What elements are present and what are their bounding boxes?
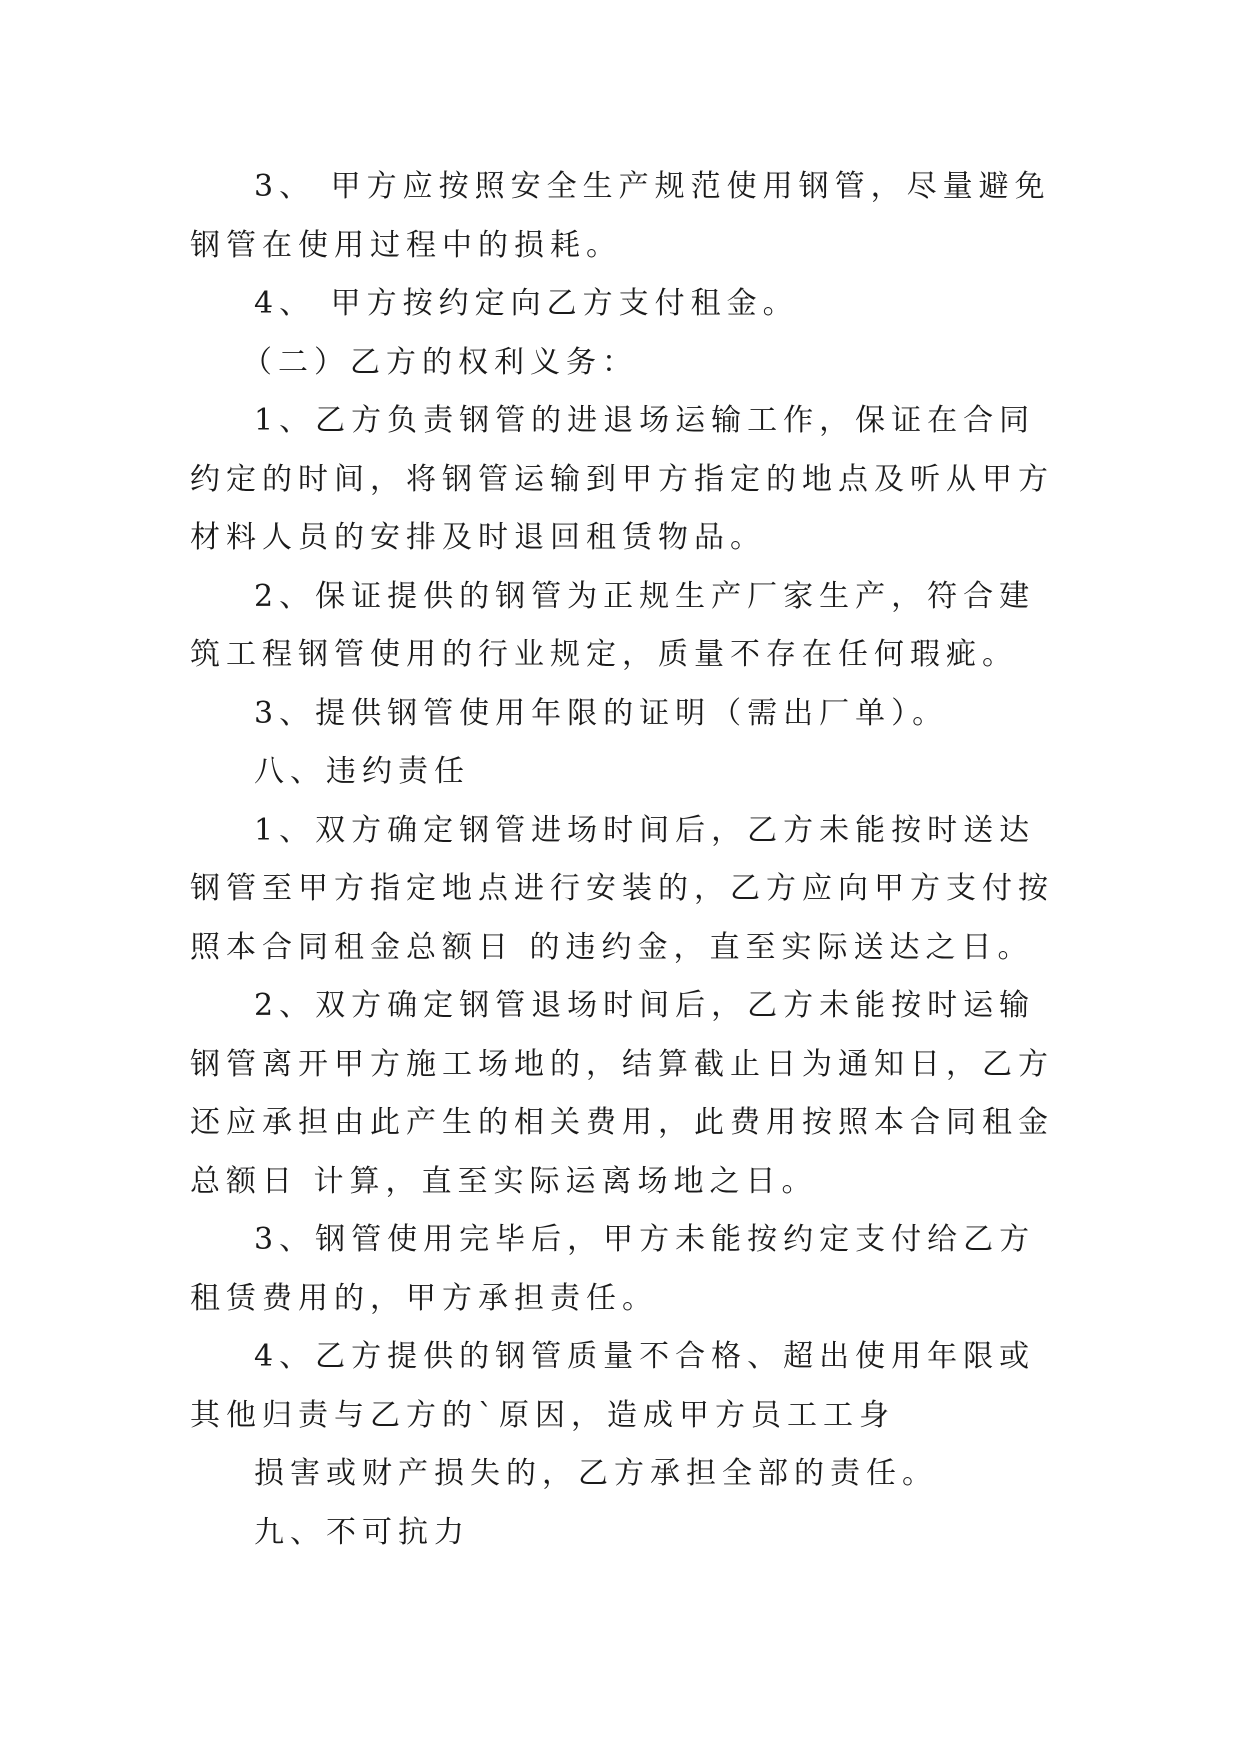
paragraph-party-b-certificate: 3、提供钢管使用年限的证明（需出厂单）。 (254, 695, 949, 731)
paragraph-liability-payment: 3、钢管使用完毕后，甲方未能按约定支付给乙方租赁费用的，甲方承担责任。 (190, 1222, 1036, 1316)
paragraph-liability-quality: 4、乙方提供的钢管质量不合格、超出使用年限或其他归责与乙方的`原因，造成甲方员工工身 (190, 1339, 1036, 1433)
paragraph-party-a-safety: 3、 甲方应按照安全生产规范使用钢管，尽量避免钢管在使用过程中的损耗。 (190, 169, 1051, 263)
paragraph-party-b-transport: 1、乙方负责钢管的进退场运输工作，保证在合同约定的时间，将钢管运输到甲方指定的地点及听从甲方材料人员的安排及时退回租赁物品。 (190, 403, 1054, 555)
document-body (190, 158, 1070, 1562)
paragraph-party-a-rent: 4、 甲方按约定向乙方支付租金。 (254, 286, 799, 321)
paragraph-party-b-quality: 2、保证提供的钢管为正规生产厂家生产，符合建筑工程钢管使用的行业规定，质量不存在任何瑕疵。 (190, 578, 1036, 672)
paragraph-liability-quality-continued: 损害或财产损失的，乙方承担全部的责任。 (254, 1456, 938, 1491)
section-heading-force-majeure: 九、不可抗力 (254, 1514, 470, 1550)
section-heading-party-b-rights: （二）乙方的权利义务： (242, 344, 638, 380)
section-heading-liability: 八、违约责任 (254, 754, 470, 789)
paragraph-liability-delivery: 1、双方确定钢管进场时间后，乙方未能按时送达钢管至甲方指定地点进行安装的，乙方应向甲方支付按照本合同租金总额日 的违约金，直至实际送达之日。 (190, 812, 1054, 965)
paragraph-liability-removal: 2、双方确定钢管退场时间后，乙方未能按时运输钢管离开甲方施工场地的，结算截止日为通知日，乙方还应承担由此产生的相关费用，此费用按照本合同租金总额日 计算，直至实际运离场地之日。 (190, 988, 1054, 1199)
